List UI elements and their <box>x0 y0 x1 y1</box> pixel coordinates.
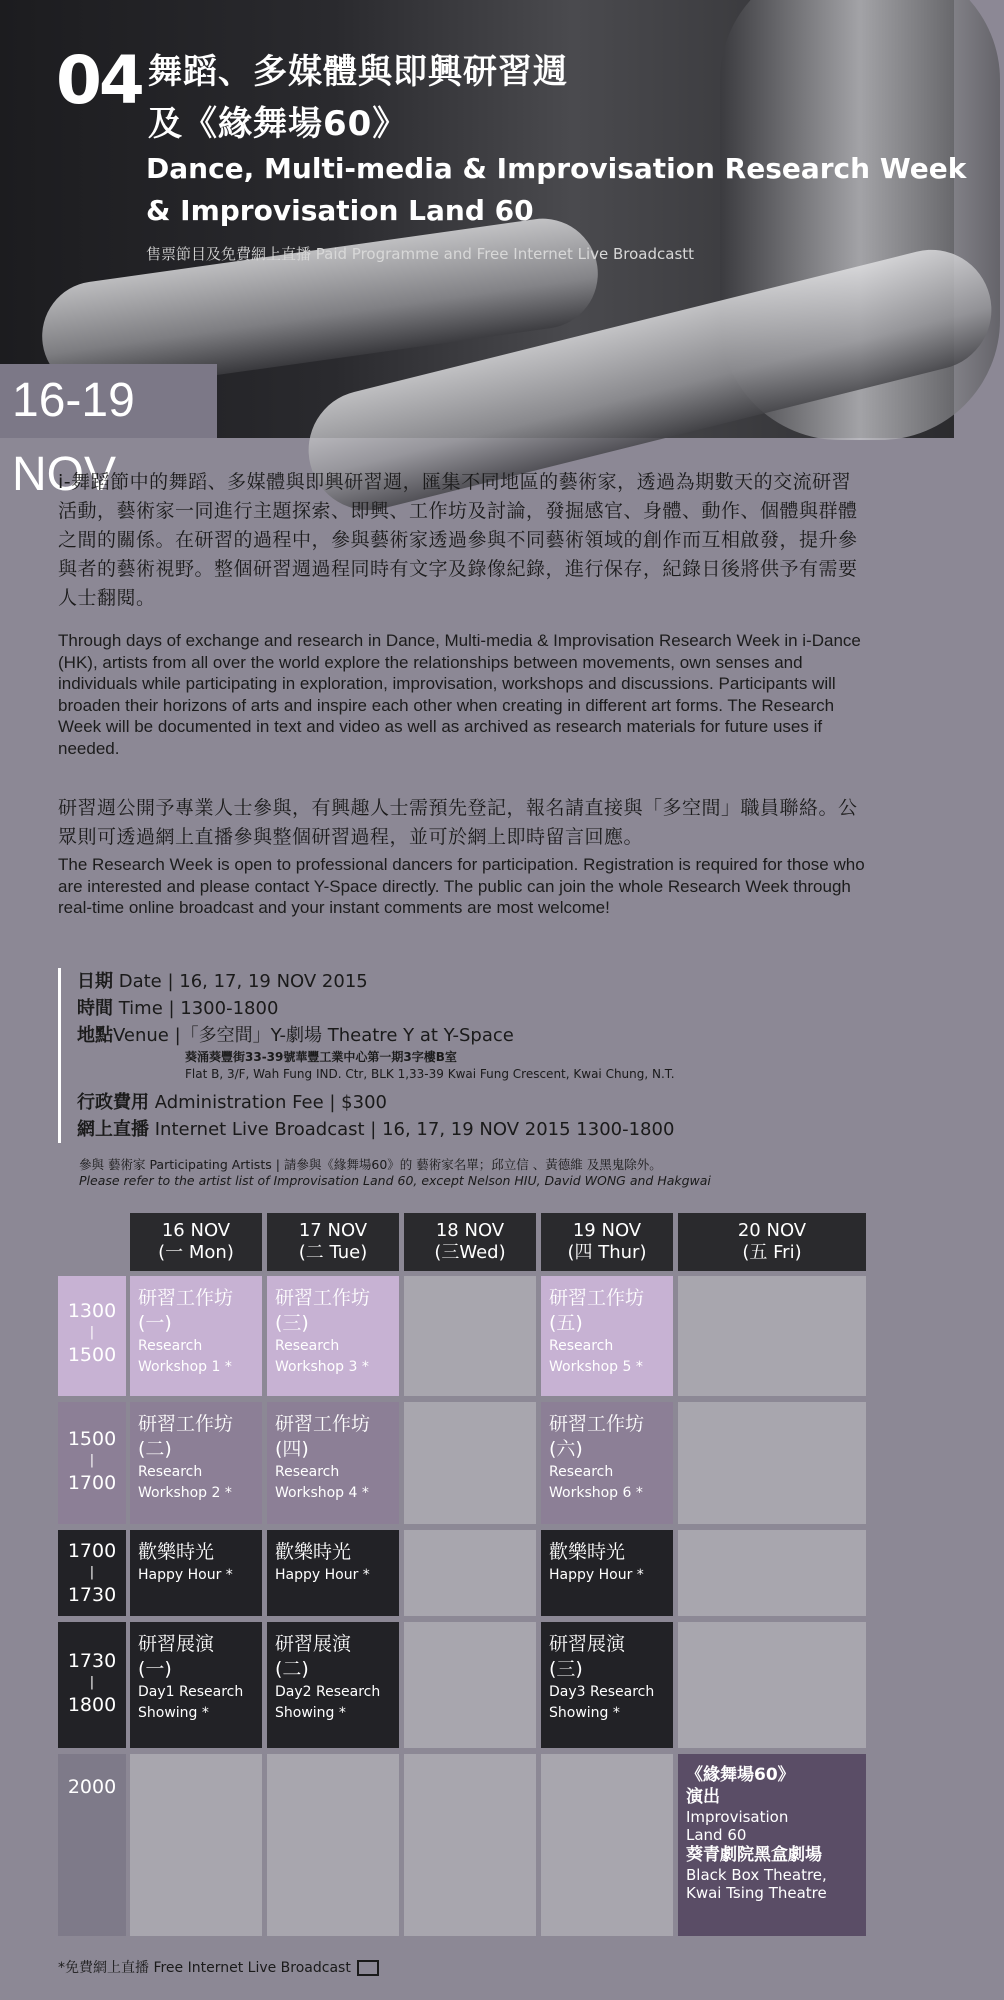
footnote: *免費網上直播 Free Internet Live Broadcast <box>58 1957 379 1977</box>
info-venue <box>77 1022 857 1049</box>
title-zh-line1: 舞蹈、多媒體與即興研習週 <box>148 52 568 92</box>
artists-note-en: Please refer to the artist list of Improvisation Land 60, except Nelson HIU, David WONG and Hakgwai <box>79 1173 711 1188</box>
section-number: 04 <box>56 42 142 119</box>
day-header-fri: 20 NOV (五 Fri) <box>678 1213 866 1271</box>
intro-en-2: The Research Week is open to professional dancers for participation. Registration is required for those who are interested and please contact Y-Space directly. The public can join the whole Research Week through real-time online broadcast and your instant comments are most welcome! <box>58 855 865 917</box>
event-workshop-2: 研習工作坊 (二) Research Workshop 2 * <box>130 1402 262 1524</box>
empty-cell <box>541 1754 673 1936</box>
date-label: 日期 <box>77 971 113 992</box>
hero-photo <box>0 0 967 501</box>
event-workshop-3: 研習工作坊 (三) Research Workshop 3 * <box>267 1276 399 1396</box>
live-broadcast-icon <box>357 1960 379 1976</box>
info-date <box>77 968 857 995</box>
day-header-thu: 19 NOV (四 Thur) <box>541 1213 673 1271</box>
event-happy-hour: 歡樂時光 Happy Hour * <box>541 1530 673 1616</box>
title-en-line2: & Improvisation Land 60 <box>146 194 534 227</box>
event-happy-hour: 歡樂時光 Happy Hour * <box>267 1530 399 1616</box>
info-live <box>77 1116 857 1143</box>
event-info <box>58 968 857 1143</box>
time-slot: 1700 | 1730 <box>58 1530 126 1616</box>
tagline: 售票節目及免費網上直播 Paid Programme and Free Internet Live Broadcastt <box>146 245 695 263</box>
date-value: Date | 16, 17, 19 NOV 2015 <box>113 971 368 992</box>
intro-en-1: Through days of exchange and research in Dance, Multi-media & Improvisation Research Week in i-Dance (HK), artists from all over the world explore the relationships between movements, own senses and individuals while participating in exploration, improvisation, workshops and discussions. Participants will broaden their horizons of arts and inspire each other when creating in different art forms. The Research Week will be documented in text and video as well as archived as research materials for future uses if needed. <box>58 631 861 758</box>
event-workshop-4: 研習工作坊 (四) Research Workshop 4 * <box>267 1402 399 1524</box>
title-en-line1: Dance, Multi-media & Improvisation Research Week <box>146 152 967 185</box>
event-workshop-6: 研習工作坊 (六) Research Workshop 6 * <box>541 1402 673 1524</box>
empty-cell <box>404 1530 536 1616</box>
address-en: Flat B, 3/F, Wah Fung IND. Ctr, BLK 1,33-39 Kwai Fung Crescent, Kwai Chung, N.T. <box>185 1067 675 1081</box>
time-slot: 1300 | 1500 <box>58 1276 126 1396</box>
day-header-wed: 18 NOV (三Wed) <box>404 1213 536 1271</box>
empty-cell <box>404 1276 536 1396</box>
day-header-tue: 17 NOV (二 Tue) <box>267 1213 399 1271</box>
event-research-showing-3: 研習展演 (三) Day3 Research Showing * <box>541 1622 673 1748</box>
empty-cell <box>678 1622 866 1748</box>
event-improvisation-land-60: 《緣舞場60》 演出 Improvisation Land 60 葵青劇院黑盒劇場 Black Box Theatre, Kwai Tsing Theatre <box>678 1754 866 1936</box>
day-header-mon: 16 NOV (一 Mon) <box>130 1213 262 1271</box>
empty-cell <box>404 1402 536 1524</box>
time-value: Time | 1300-1800 <box>113 998 279 1019</box>
venue-label: 地點 <box>77 1025 113 1046</box>
empty-cell <box>678 1402 866 1524</box>
event-happy-hour: 歡樂時光 Happy Hour * <box>130 1530 262 1616</box>
empty-cell <box>267 1754 399 1936</box>
time-slot: 2000 <box>58 1754 126 1936</box>
live-value: Internet Live Broadcast | 16, 17, 19 NOV 2015 1300-1800 <box>149 1119 675 1140</box>
event-workshop-5: 研習工作坊 (五) Research Workshop 5 * <box>541 1276 673 1396</box>
fee-label: 行政費用 <box>77 1092 149 1113</box>
empty-cell <box>404 1622 536 1748</box>
empty-cell <box>678 1276 866 1396</box>
empty-cell <box>130 1754 262 1936</box>
title-zh-line2: 及《緣舞場60》 <box>148 104 408 144</box>
date-range: 16-19 NOV <box>0 364 217 438</box>
event-workshop-1: 研習工作坊 (一) Research Workshop 1 * <box>130 1276 262 1396</box>
time-slot: 1730 | 1800 <box>58 1622 126 1748</box>
info-fee <box>77 1089 857 1116</box>
live-label: 網上直播 <box>77 1119 149 1140</box>
empty-cell <box>404 1754 536 1936</box>
event-research-showing-1: 研習展演 (一) Day1 Research Showing * <box>130 1622 262 1748</box>
time-label: 時間 <box>77 998 113 1019</box>
venue-value: Venue |「多空間」Y-劇場 Theatre Y at Y-Space <box>113 1025 514 1046</box>
address-zh: 葵涌葵豐街33-39號華豐工業中心第一期3字樓B室 <box>185 1050 457 1064</box>
fee-value: Administration Fee | $300 <box>149 1092 387 1113</box>
artists-note-zh: 參與 藝術家 Participating Artists | 請參與《緣舞場60》的 藝術家名單；邱立信 、黃德維 及黑鬼除外。 <box>79 1157 662 1172</box>
event-research-showing-2: 研習展演 (二) Day2 Research Showing * <box>267 1622 399 1748</box>
intro-zh-1: i-舞蹈節中的舞蹈、多媒體與即興研習週，匯集不同地區的藝術家，透過為期數天的交流研習活動，藝術家一同進行主題探索、即興、工作坊及討論，發掘感官、身體、動作、個體與群體之間的關係。在研習的過程中，參與藝術家透過參與不同藝術領域的創作而互相啟發，提升參與者的藝術視野。整個研習週過程同時有文字及錄像紀錄，進行保存，紀錄日後將供予有需要人士翻閱。 <box>58 471 858 609</box>
time-slot: 1500 | 1700 <box>58 1402 126 1524</box>
info-time <box>77 995 857 1022</box>
intro-zh-2: 研習週公開予專業人士參與，有興趣人士需預先登記，報名請直接與「多空間」職員聯絡。公眾則可透過網上直播參與整個研習過程，並可於網上即時留言回應。 <box>58 797 858 848</box>
empty-cell <box>678 1530 866 1616</box>
